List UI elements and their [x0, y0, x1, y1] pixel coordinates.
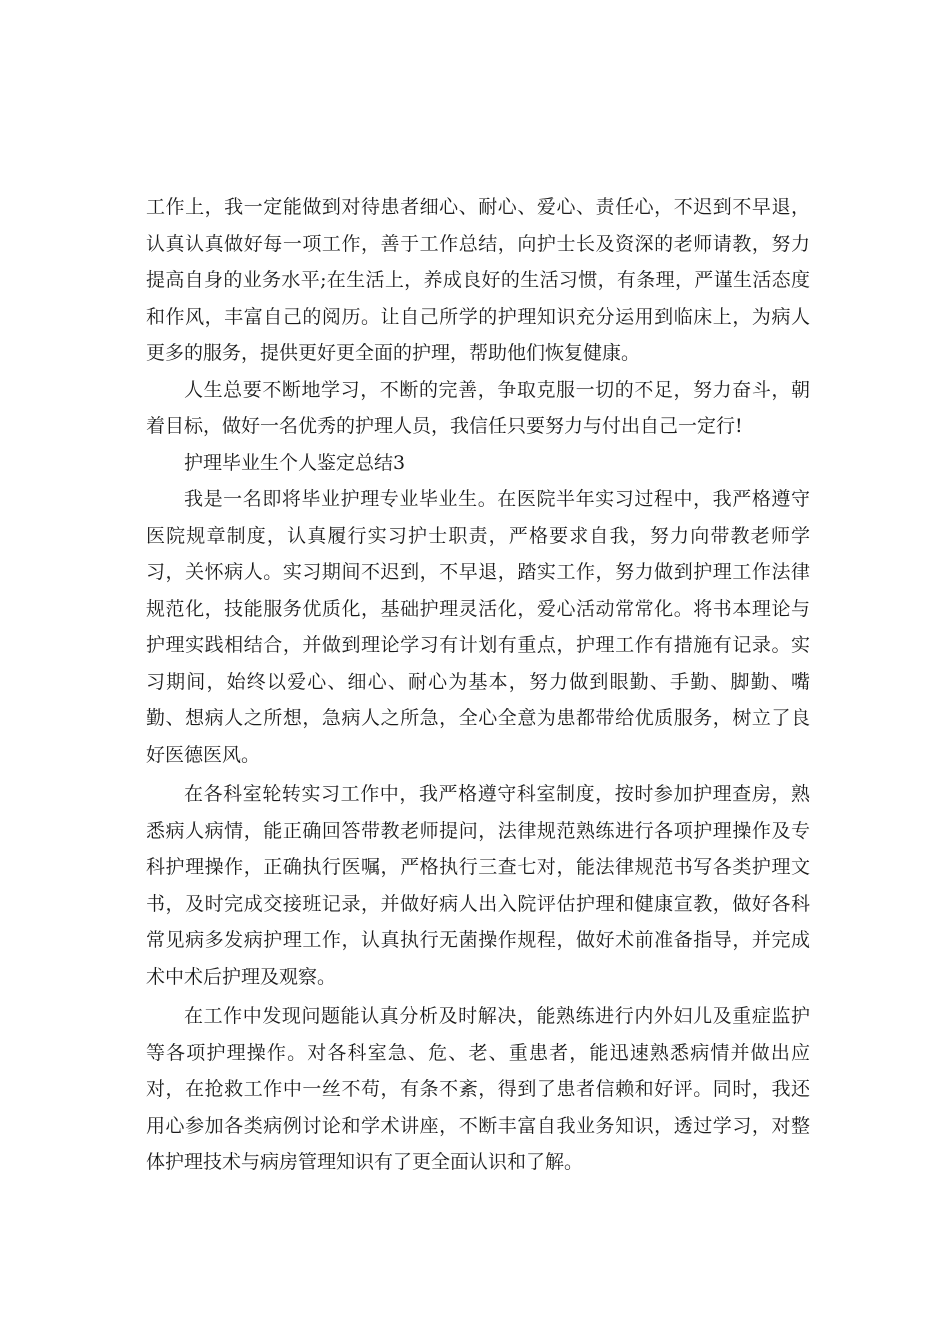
paragraph-continued-work: 工作上，我一定能做到对待患者细心、耐心、爱心、责任心，不迟到不早退，认真认真做好每一项工作，善于工作总结，向护士长及资深的老师请教，努力提高自身的业务水平;在生活上，养成良好的生活习惯，有条理，严谨生活态度和作风，丰富自己的阅历。让自己所学的护理知识充分运用到临床上，为病人更多的服务，提供更好更全面的护理，帮助他们恢复健康。	[146, 196, 810, 364]
paragraph-life-learning: 人生总要不断地学习，不断的完善，争取克服一切的不足，努力奋斗，朝着目标，做好一名优秀的护理人员，我信任只要努力与付出自己一定行!	[146, 378, 810, 437]
document-body	[146, 189, 810, 1181]
paragraph-internship-intro: 我是一名即将毕业护理专业毕业生。在医院半年实习过程中，我严格遵守医院规章制度，认真履行实习护士职责，严格要求自我，努力向带教老师学习，关怀病人。实习期间不迟到，不早退，踏实工作，努力做到护理工作法律规范化，技能服务优质化，基础护理灵活化，爱心活动常常化。将书本理论与护理实践相结合，并做到理论学习有计划有重点，护理工作有措施有记录。实习期间，始终以爱心、细心、耐心为基本，努力做到眼勤、手勤、脚勤、嘴勤、想病人之所想，急病人之所急，全心全意为患都带给优质服务，树立了良好医德医风。	[146, 488, 810, 766]
section-heading: 护理毕业生个人鉴定总结3	[184, 451, 406, 474]
paragraph-problem-solving: 在工作中发现问题能认真分析及时解决，能熟练进行内外妇儿及重症监护等各项护理操作。对各科室急、危、老、重患者，能迅速熟悉病情并做出应对，在抢救工作中一丝不苟，有条不紊，得到了患者信赖和好评。同时，我还用心参加各类病例讨论和学术讲座，不断丰富自我业务知识，透过学习，对整体护理技术与病房管理知识有了更全面认识和了解。	[146, 1005, 810, 1173]
paragraph-department-rotation: 在各科室轮转实习工作中，我严格遵守科室制度，按时参加护理查房，熟悉病人病情，能正确回答带教老师提问，法律规范熟练进行各项护理操作及专科护理操作，正确执行医嘱，严格执行三查七对，能法律规范书写各类护理文书，及时完成交接班记录，并做好病人出入院评估护理和健康宣教，做好各科常见病多发病护理工作，认真执行无菌操作规程，做好术前准备指导，并完成术中术后护理及观察。	[146, 783, 810, 988]
